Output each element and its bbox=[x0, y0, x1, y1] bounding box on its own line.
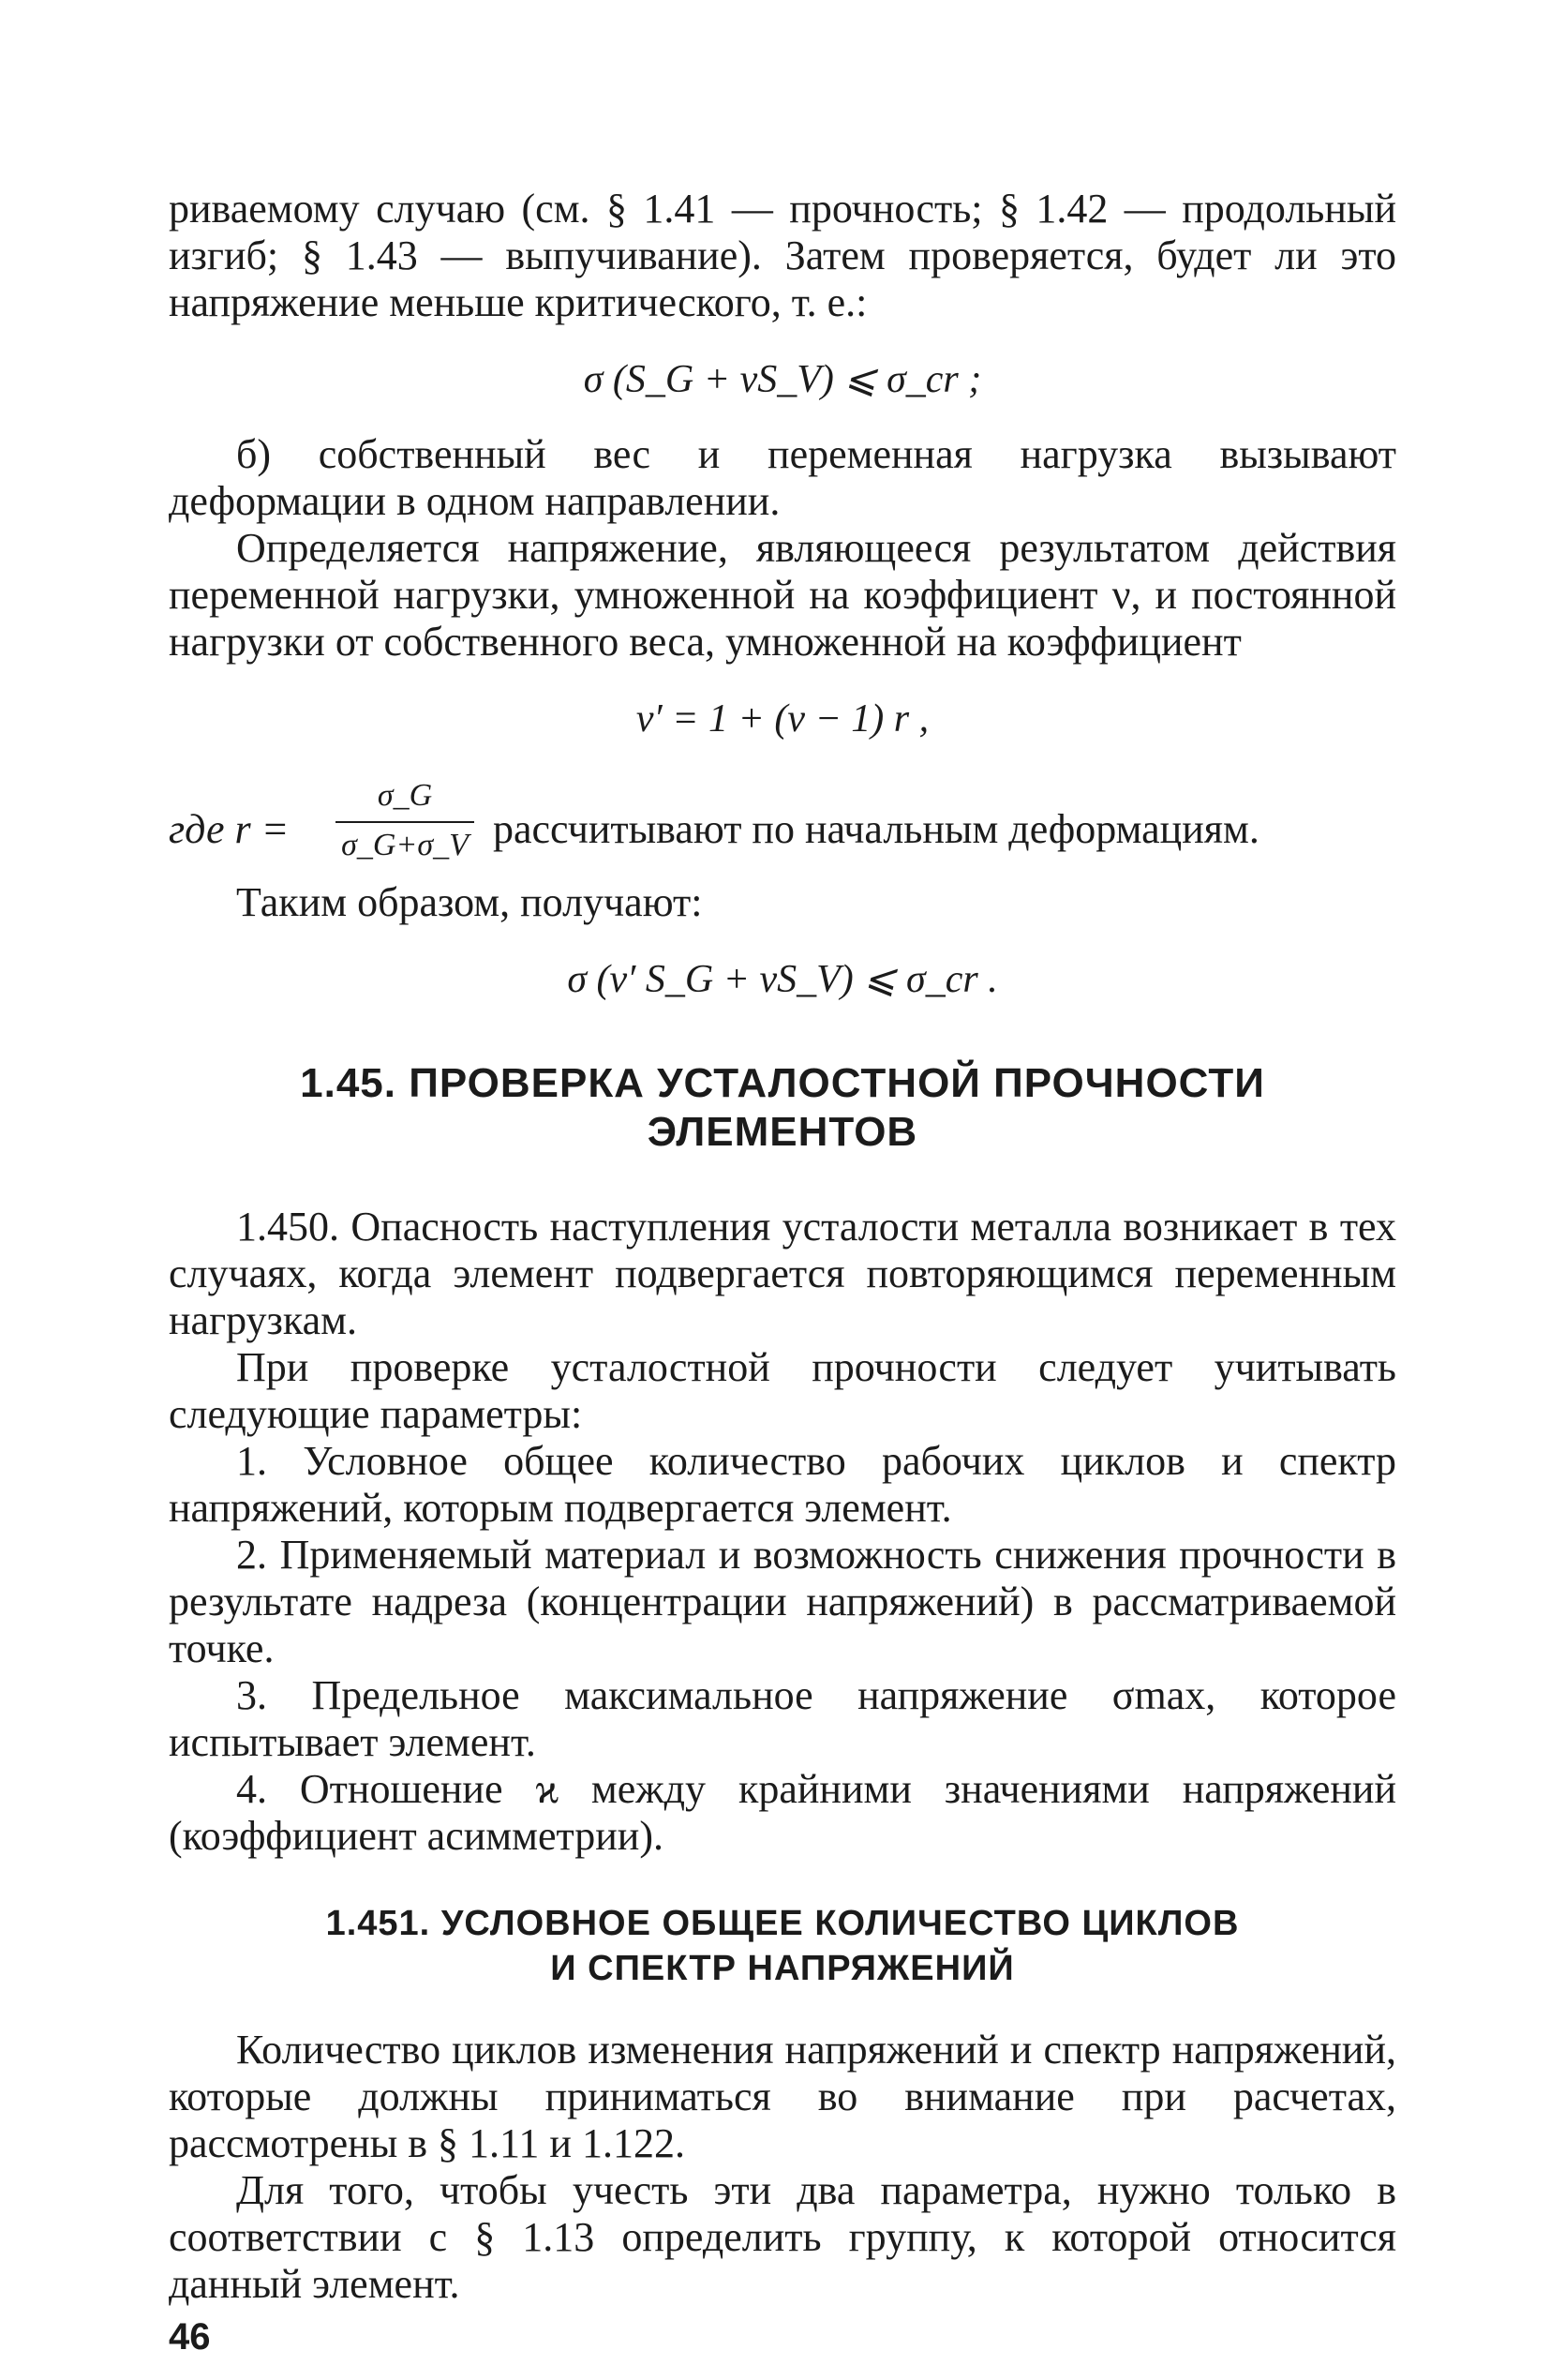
page-number: 46 bbox=[169, 2316, 211, 2358]
formula-stress-check bbox=[169, 356, 1396, 403]
fraction-denominator: σ_G+σ_V bbox=[341, 828, 469, 862]
list-item: 3. Предельное максимальное напряжение σmax, которое испытывает элемент. bbox=[169, 1672, 1396, 1765]
sub-heading-line2: И СПЕКТР НАПРЯЖЕНИЙ bbox=[550, 1949, 1015, 1988]
formula-nu-prime bbox=[169, 696, 1396, 742]
formula-1-text: σ (S_G + νS_V) ⩽ σ_cr ; bbox=[583, 358, 982, 401]
sub-heading-line1: 1.451. УСЛОВНОЕ ОБЩЕЕ КОЛИЧЕСТВО ЦИКЛОВ bbox=[325, 1904, 1240, 1943]
sub-heading bbox=[169, 1901, 1396, 1991]
thus-line: Таким образом, получают: bbox=[236, 879, 703, 925]
section-heading-line1: 1.45. ПРОВЕРКА УСТАЛОСТНОЙ ПРОЧНОСТИ bbox=[300, 1060, 1265, 1106]
fraction-numerator: σ_G bbox=[377, 778, 433, 813]
list-item: 2. Применяемый материал и возможность снижения прочности в результате надреза (концентрации напряжений) в рассматриваемой точке. bbox=[169, 1532, 1396, 1671]
determination-paragraph: Определяется напряжение, являющееся результатом действия переменной нагрузки, умноженной на коэффициент ν, и постоянной нагрузки от собственного веса, умноженной на коэффициент bbox=[169, 525, 1396, 665]
paragraph-cycles: Количество циклов изменения напряжений и спектр напряжений, которые должны приниматься во внимание при расчетах, рассмотрены в § 1.11 и 1.122. bbox=[169, 2027, 1396, 2166]
fraction-r bbox=[330, 771, 480, 868]
case-b-paragraph: б) собственный вес и переменная нагрузка вызывают деформации в одном направлении. bbox=[169, 431, 1396, 524]
list-item: 1. Условное общее количество рабочих циклов и спектр напряжений, которым подвергается элемент. bbox=[169, 1438, 1396, 1531]
formula-3-text: σ (ν′ S_G + νS_V) ⩽ σ_cr . bbox=[567, 958, 998, 1001]
formula-2-text: ν′ = 1 + (ν − 1) r , bbox=[635, 697, 930, 741]
where-definition bbox=[169, 771, 1396, 879]
where-prefix: где r = bbox=[169, 806, 290, 852]
where-suffix: рассчитывают по начальным деформациям. bbox=[493, 806, 1259, 852]
intro-paragraph: риваемому случаю (см. § 1.41 — прочность; § 1.42 — продольный изгиб; § 1.43 — выпучивание). Затем проверяется, будет ли это напряжение меньше критического, т. е.: bbox=[169, 186, 1396, 325]
formula-final bbox=[169, 956, 1396, 1003]
paragraph-1450: 1.450. Опасность наступления усталости металла возникает в тех случаях, когда элемент подвергается повторяющимся переменным нагрузкам. bbox=[169, 1204, 1396, 1343]
document-page bbox=[169, 186, 1396, 2360]
paragraph-group: Для того, чтобы учесть эти два параметра, нужно только в соответствии с § 1.13 определить группу, к которой относится данный элемент. bbox=[169, 2167, 1396, 2307]
section-heading-line2: ЭЛЕМЕНТОВ bbox=[647, 1109, 918, 1155]
list-item: 4. Отношение ϰ между крайними значениями напряжений (коэффициент асимметрии). bbox=[169, 1766, 1396, 1859]
section-heading bbox=[169, 1059, 1396, 1157]
paragraph-check: При проверке усталостной прочности следует учитывать следующие параметры: bbox=[169, 1344, 1396, 1437]
